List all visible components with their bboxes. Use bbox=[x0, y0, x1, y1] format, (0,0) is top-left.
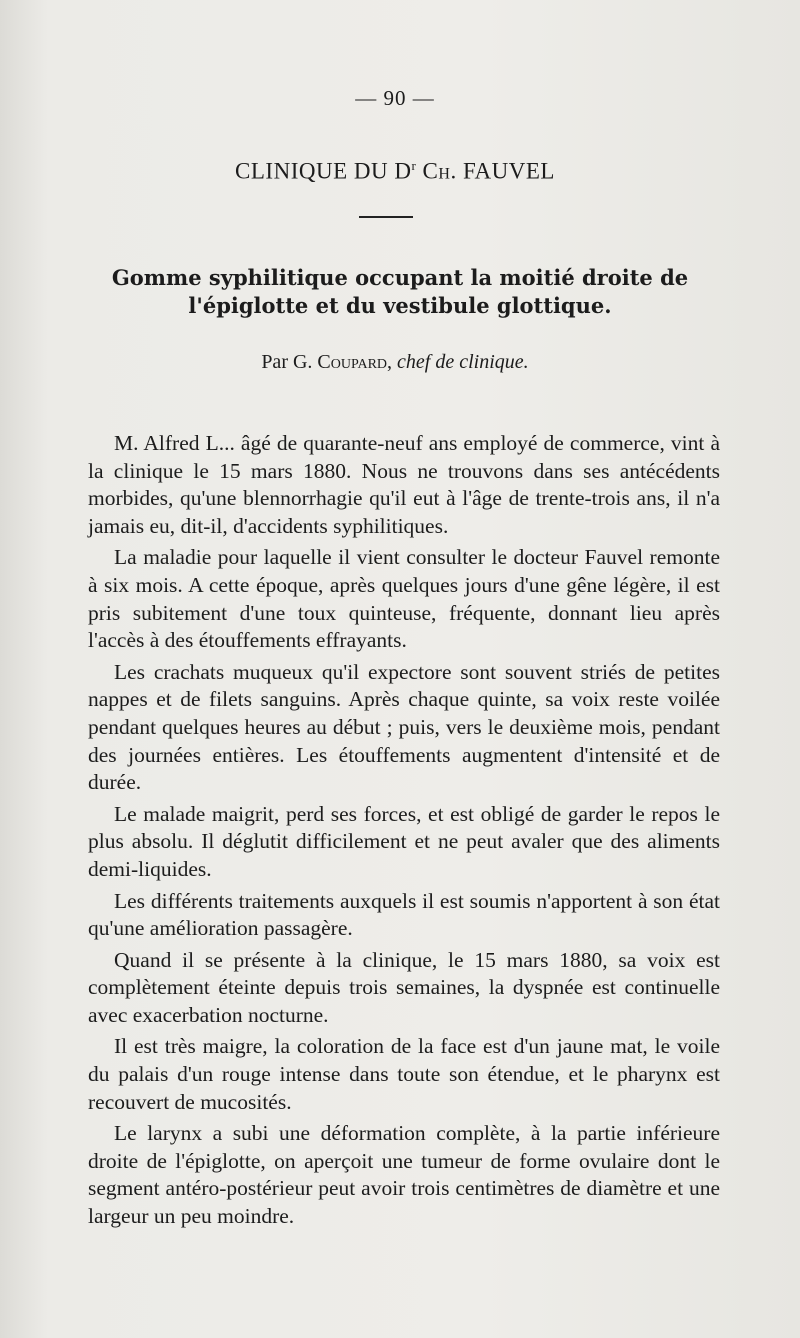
paragraph: Le larynx a subi une déformation complète, à la partie inférieure droite de l'épiglotte, on aperçoit une tumeur de forme ovulaire dont le segment antéro-postérieur peut avoir trois centimètres de diamètre et une largeur un peu moindre. bbox=[88, 1121, 720, 1229]
heading-superscript: r bbox=[411, 158, 417, 173]
heading-initial: Ch. bbox=[422, 158, 457, 184]
heading-name: FAUVEL bbox=[462, 158, 555, 184]
byline bbox=[0, 351, 790, 374]
clinic-heading bbox=[0, 158, 790, 185]
paragraph: Les différents traitements auxquels il est soumis n'apportent à son état qu'une amélioration passagère. bbox=[88, 888, 720, 941]
paragraph: Quand il se présente à la clinique, le 15 mars 1880, sa voix est complètement éteinte depuis trois semaines, la dyspnée est continuelle avec exacerbation nocturne. bbox=[88, 947, 720, 1027]
section-rule bbox=[359, 216, 413, 218]
paragraph: La maladie pour laquelle il vient consulter le docteur Fauvel remonte à six mois. A cette époque, après quelques jours d'une gêne légère, il est pris subitement d'une toux quinteuse, fréquente, donnant lieu après l'accès à des étouffements effrayants. bbox=[88, 545, 720, 653]
byline-role: chef de clinique. bbox=[397, 351, 529, 373]
article-title: Gomme syphilitique occupant la moitié droite de l'épiglotte et du vestibule glottique. bbox=[111, 265, 689, 318]
page-number: — 90 — bbox=[355, 86, 435, 110]
byline-prefix: Par G. bbox=[261, 351, 313, 373]
body-text bbox=[88, 430, 720, 1231]
paragraph: M. Alfred L... âgé de quarante-neuf ans employé de commerce, vint à la clinique le 15 mars 1880. Nous ne trouvons dans ses antécédents morbides, qu'une blennorrhagie qu'il eut à l'âge de trente-trois ans, il n'a jamais eu, dit-il, d'accidents syphilitiques. bbox=[88, 431, 720, 538]
paragraph: Il est très maigre, la coloration de la face est d'un jaune mat, le voile du palais d'un rouge intense dans toute son étendue, et le pharynx est recouvert de mucosités. bbox=[88, 1034, 720, 1114]
paragraph: Les crachats muqueux qu'il expectore sont souvent striés de petites nappes et de filets sanguins. Après chaque quinte, sa voix reste voilée pendant quelques heures au début ; puis, vers le deuxième mois, pendant des journées entières. Les étouffements augmentent d'intensité et de durée. bbox=[88, 659, 720, 795]
byline-author: Coupard, bbox=[317, 351, 393, 373]
paragraph: Le malade maigrit, perd ses forces, et est obligé de garder le repos le plus absolu. Il déglutit difficilement et ne peut avaler que des aliments demi-liquides. bbox=[88, 801, 720, 881]
heading-prefix: CLINIQUE DU D bbox=[235, 158, 412, 184]
